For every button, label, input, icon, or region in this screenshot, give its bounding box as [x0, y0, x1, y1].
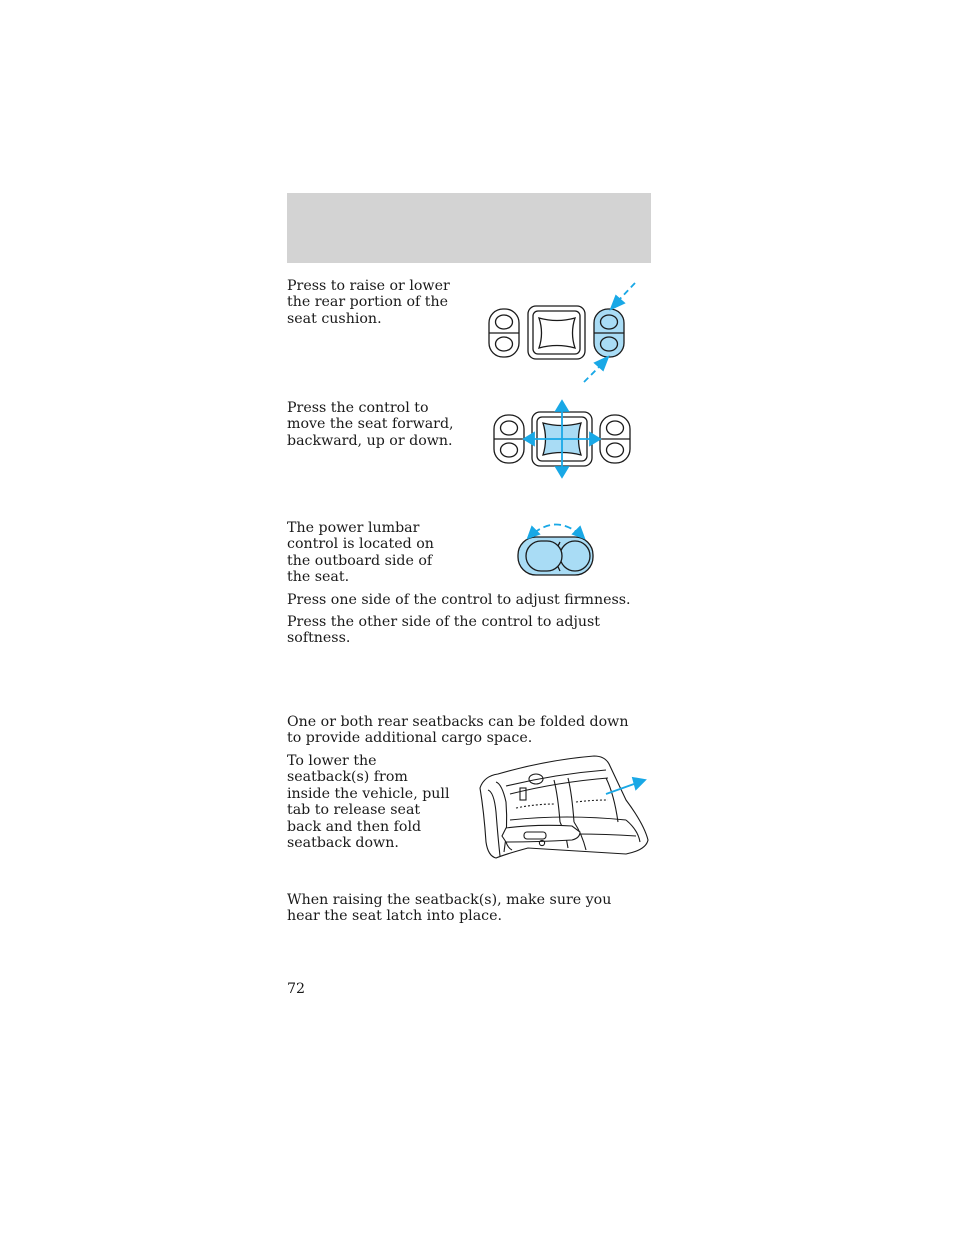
rear-seat-fold-illustration [476, 752, 652, 864]
section-header-band [287, 193, 651, 263]
lumbar-arc-arrow [528, 525, 584, 539]
rear-seat-intro-text: One or both rear seatbacks can be folded down to provide additional cargo space. [287, 714, 629, 747]
seat-move-text: Press the control to move the seat forward, backward, up or down. [287, 400, 454, 449]
lumbar-location-text: The power lumbar control is located on the outboard side of the seat. [287, 520, 434, 586]
rear-seat-drawing [480, 756, 648, 858]
lumbar-softness-text: Press the other side of the control to adjust softness. [287, 614, 600, 647]
lumbar-firmness-text: Press one side of the control to adjust firmness. [287, 592, 631, 608]
seat-move-control-illustration [485, 398, 640, 480]
lumbar-control-illustration [512, 520, 602, 582]
four-way-arrows [524, 401, 600, 477]
rear-cushion-rocker-switch [594, 309, 624, 357]
rear-seat-raising-text: When raising the seatback(s), make sure you hear the seat latch into place. [287, 892, 612, 925]
page-number: 72 [287, 981, 306, 997]
center-seat-control [528, 306, 585, 359]
right-rocker-switch-2 [600, 415, 630, 463]
cushion-tilt-control-illustration [480, 278, 640, 388]
cushion-tilt-text: Press to raise or lower the rear portion of the seat cushion. [287, 278, 450, 327]
left-rocker-switch-2 [494, 415, 524, 463]
lumbar-switch [518, 537, 593, 575]
pull-tab-arrow [606, 778, 645, 794]
rear-seat-lowering-text: To lower the seatback(s) from inside the vehicle, pull tab to release seat back and then fold seatback down. [287, 753, 450, 852]
left-rocker-switch [489, 309, 519, 357]
